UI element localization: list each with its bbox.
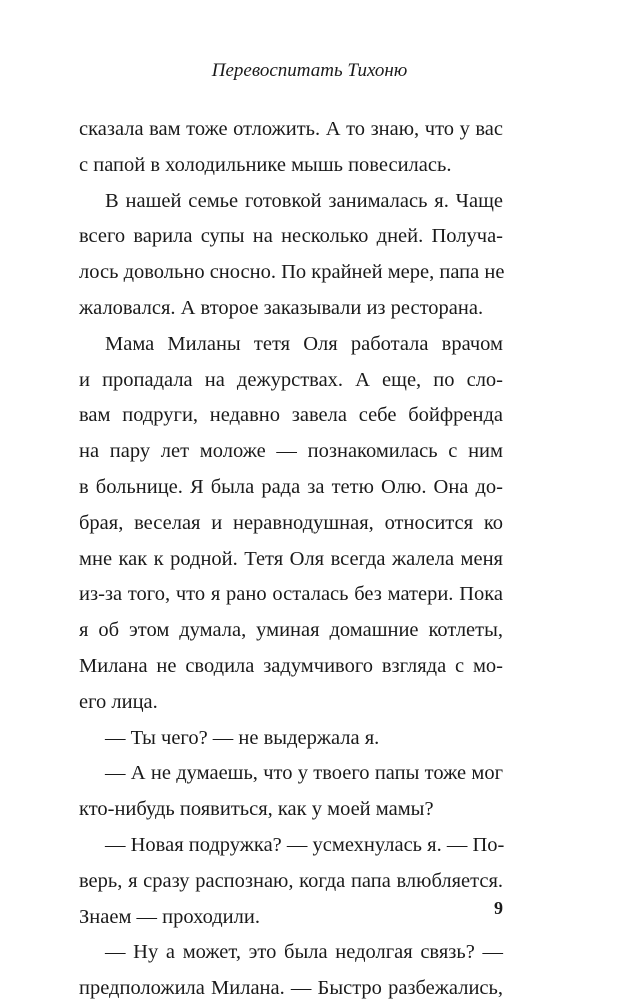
text-line: Знаем — проходили.: [79, 905, 260, 928]
text-line: — Новая подружка? — усмехнулась я. — По-: [105, 833, 505, 856]
text-line: его лица.: [79, 690, 158, 713]
text-line: лось довольно сносно. По крайней мере, папа не: [79, 261, 505, 284]
running-head: Перевоспитать Тихоню: [211, 60, 408, 81]
text-line: верь, я сразу распознаю, когда папа влюбляется.: [79, 869, 503, 892]
text-line: — А не думаешь, что у твоего папы тоже мог: [105, 762, 503, 785]
text-line: в больнице. Я была рада за тетю Олю. Она до-: [79, 475, 503, 498]
text-line: мне как к родной. Тетя Оля всегда жалела меня: [79, 547, 503, 570]
text-line: на пару лет моложе — познакомилась с ним: [79, 440, 503, 463]
text-line: Мама Миланы тетя Оля работала врачом: [105, 332, 503, 355]
text-line: сказала вам тоже отложить. А то знаю, что у вас: [79, 118, 503, 140]
text-line: всего варила супы на несколько дней. Получа-: [79, 225, 503, 248]
text-line: жаловался. А второе заказывали из ресторана.: [79, 296, 484, 319]
text-line: брая, веселая и неравнодушная, относится ко: [79, 511, 503, 534]
text-line: и пропадала на дежурствах. А еще, по сло-: [79, 368, 503, 391]
text-line: вам подруги, недавно завела себе бойфренда: [79, 404, 503, 427]
text-line: — Ну а может, это была недолгая связь? —: [105, 941, 503, 964]
text-line: из-за того, что я рано осталась без матери. Пока: [79, 583, 503, 606]
page-number: 9: [494, 898, 503, 918]
text-line: В нашей семье готовкой занималась я. Чаще: [105, 189, 503, 212]
body-text: [79, 112, 503, 1007]
text-line: кто-нибудь появиться, как у моей мамы?: [79, 798, 434, 821]
text-line: — Ты чего? — не выдержала я.: [105, 726, 380, 749]
text-line: предположила Милана. — Быстро разбежались,: [79, 977, 503, 1000]
text-line: Милана не сводила задумчивого взгляда с мо-: [79, 654, 503, 677]
text-line: с папой в холодильнике мышь повесилась.: [79, 153, 452, 176]
text-line: я об этом думала, уминая домашние котлеты,: [79, 619, 503, 642]
